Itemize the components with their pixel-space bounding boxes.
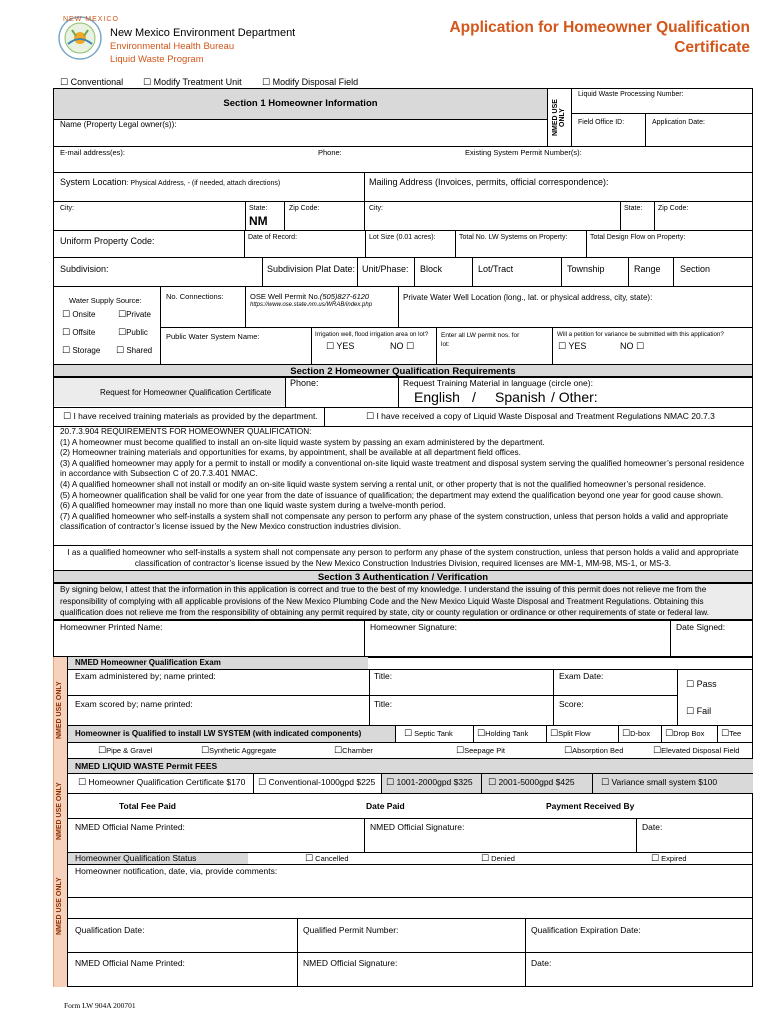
range-label: Range [634,264,661,274]
variance-no-checkbox[interactable]: NO ☐ [620,341,645,352]
organization-block [110,27,295,66]
section2-phone-label: Phone: [290,378,319,388]
date-signed-label: Date Signed: [676,622,726,632]
fee-variance-small-system[interactable]: ☐ Variance small system $100 [601,777,718,788]
option-modify-disposal-field[interactable]: ☐ Modify Disposal Field [262,77,359,88]
existing-permit-label: Existing System Permit Number(s): [465,148,582,157]
water-public-checkbox[interactable]: ☐Public [118,328,148,338]
payment-received-by-label: Payment Received By [546,801,635,811]
field-office-id-label: Field Office ID: [578,119,625,126]
title-line-2: Certificate [674,39,750,56]
section1-title: Section 1 Homeowner Information [54,89,547,119]
total-design-flow-label: Total Design Flow on Property: [590,234,686,241]
variance-question: Will a petition for variance be submitted with this application? [557,331,724,338]
exam-scored-title-label: Title: [374,699,393,709]
nmed-official-signature-label: NMED Official Signature: [370,822,465,832]
component-pipe-gravel[interactable]: ☐Pipe & Gravel [98,746,153,756]
no-connections-label: No. Connections: [166,292,224,301]
section-label: Section [680,264,711,274]
qualification-date-label: Qualification Date: [75,925,145,935]
fee-conventional-1000gpd[interactable]: ☐ Conventional-1000gpd $225 [258,777,376,788]
component-chamber[interactable]: ☐Chamber [334,746,373,756]
water-private-checkbox[interactable]: ☐Private [118,310,151,320]
phone-label: Phone: [318,148,342,157]
title-line-1: Application for Homeowner Qualification [449,19,750,36]
uniform-property-code-label: Uniform Property Code: [60,236,155,246]
component-d-box[interactable]: ☐D-box [622,729,651,739]
city-label: City: [60,205,74,212]
fee-1001-2000gpd[interactable]: ☐ 1001-2000gpd $325 [386,777,473,788]
exam-title: NMED Homeowner Qualification Exam [75,658,221,667]
request-certificate-label: Request for Homeowner Qualification Certificate [100,388,272,397]
water-offsite-checkbox[interactable]: ☐ Offsite [62,328,96,338]
org-program: Liquid Waste Program [110,54,204,65]
training-language-label: Request Training Material in language (circle one): [403,378,593,388]
ose-well-permit-label: OSE Well Permit No.(505)827-6120 [250,292,370,301]
nmed-official-name-label: NMED Official Name Printed: [75,822,185,832]
exam-scored-label: Exam scored by; name printed: [75,699,193,709]
nmed-official-name-2-label: NMED Official Name Printed: [75,958,185,968]
received-copy-checkbox[interactable]: ☐ I have received a copy of Liquid Waste Disposal and Treatment Regulations NMAC 20.7.3 [366,411,715,422]
exam-fail-checkbox[interactable]: ☐ Fail [686,706,712,717]
status-denied-checkbox[interactable]: ☐ Denied [481,854,515,864]
mailing-city-label: City: [369,205,383,212]
water-storage-checkbox[interactable]: ☐ Storage [62,346,101,356]
nmed-official-date-2-label: Date: [531,958,552,968]
water-onsite-checkbox[interactable]: ☐ Onsite [62,310,96,320]
score-label: Score: [559,699,584,709]
language-english[interactable]: English [414,389,460,405]
state-label: State: [249,205,268,212]
qualification-expiration-date-label: Qualification Expiration Date: [531,925,641,935]
application-date-label: Application Date: [652,119,705,126]
qualified-components-label: Homeowner is Qualified to install LW SYSTEM (with indicated components) [75,729,362,738]
component-septic-tank[interactable]: ☐ Septic Tank [404,729,453,739]
exam-admin-title-label: Title: [374,671,393,681]
nmed-official-signature-2-label: NMED Official Signature: [303,958,398,968]
exam-administered-label: Exam administered by; name printed: [75,671,216,681]
fee-2001-5000gpd[interactable]: ☐ 2001-5000gpd $425 [488,777,575,788]
nmed-use-only-vertical-2: NMED USE ONLY [56,782,63,840]
received-training-checkbox[interactable]: ☐ I have received training materials as provided by the department. [63,411,318,422]
component-absorption-bed[interactable]: ☐Absorption Bed [564,746,624,756]
org-bureau: Environmental Health Bureau [110,41,235,52]
component-seepage-pit[interactable]: ☐Seepage Pit [456,746,505,756]
lot-tract-label: Lot/Tract [478,264,514,274]
irrigation-yes-checkbox[interactable]: ☐ YES [326,341,355,352]
component-elevated-disposal-field[interactable]: ☐Elevated Disposal Field [653,746,740,756]
component-holding-tank[interactable]: ☐Holding Tank [477,729,529,739]
subdivision-plat-date-label: Subdivision Plat Date: [267,264,356,274]
nmed-official-date-label: Date: [642,822,663,832]
nmed-use-only-vertical-1: NMED USE ONLY [56,681,63,739]
qualification-status-label: Homeowner Qualification Status [75,853,197,863]
mailing-state-label: State: [624,205,643,212]
name-label: Name (Property Legal owner(s)): [60,120,177,129]
exam-pass-checkbox[interactable]: ☐ Pass [686,679,717,690]
enter-lw-permit-label: Enter all LW permit nos. for lot: [441,332,520,348]
lot-size-label: Lot Size (0.01 acres): [369,234,436,241]
homeowner-signature-label: Homeowner Signature: [370,622,457,632]
variance-yes-checkbox[interactable]: ☐ YES [558,341,587,352]
total-fee-paid-label: Total Fee Paid [119,801,176,811]
total-lw-systems-label: Total No. LW Systems on Property: [459,234,568,241]
language-separator: / [472,389,476,405]
qualified-homeowner-attest: I as a qualified homeowner who self-installs a system shall not compensate any person to perform any phase of the system construction, unless that person holds a valid and appropriate classification of contractor’s license issued by the New Mexico Construction Industries Division, required licenses are MM-1, MM-98, MS-1, or MS-3. [67,548,739,568]
logo-text: NEW MEXICO [63,16,119,23]
water-supply-source-label: Water Supply Source: [69,296,142,305]
component-synthetic-aggregate[interactable]: ☐Synthetic Aggregate [201,746,277,756]
component-drop-box[interactable]: ☐Drop Box [665,729,705,739]
org-department: New Mexico Environment Department [110,27,296,39]
section2-title: Section 2 Homeowner Qualification Requirements [53,364,753,377]
zip-label: Zip Code: [289,205,320,212]
ose-url[interactable]: https://www.ose.state.nm.us/WRAB/index.php [250,302,373,308]
status-cancelled-checkbox[interactable]: ☐ Cancelled [305,854,349,864]
requirements-text: 20.7.3.904 REQUIREMENTS FOR HOMEOWNER QUALIFICATION: (1) A homeowner must become qualified to install an on-site liquid waste system by passing an exam administered by the department. (2) Homeowner training materials and opportunities for exams, by appointment, shall be available at all department field offices. (3) A qualified homeowner may apply for a permit to install or modify a conventional on-site liquid waste treatment and disposal system serving the qualified homeowner’s personal residence in accordance with Subsection C of 20.7.3.401 NMAC. (4) A qualified homeowner shall not install or modify an on-site liquid waste system serving a rental unit, or other property that is not the qualified homeowner’s personal residence. (5) A homeowner qualification shall be valid for one year from the date of issuance of qualification; the department may extend the qualification beyond one year for good cause shown. (6) A qualified homeowner may install no more than one liquid waste system during a twelve-month period. (7) A qualified homeowner who self-installs a system shall not compensate any person to perform any phase of the system construction, unless that person holds a valid and appropriate classification of contractor’s license issued by the New Mexico construction industries division. [60,427,745,532]
exam-date-label: Exam Date: [559,671,604,681]
state-value: NM [249,214,268,228]
mailing-address-label: Mailing Address (Invoices, permits, official correspondence): [369,177,609,187]
component-tee[interactable]: ☐Tee [721,729,742,739]
fees-title: NMED LIQUID WASTE Permit FEES [75,761,218,771]
nmed-use-only-vertical-3: NMED USE ONLY [56,877,63,935]
irrigation-no-checkbox[interactable]: NO ☐ [390,341,415,352]
language-spanish[interactable]: Spanish [495,389,546,405]
mailing-zip-label: Zip Code: [658,205,689,212]
lw-processing-number-label: Liquid Waste Processing Number: [578,91,684,98]
qualified-permit-number-label: Qualified Permit Number: [303,925,399,935]
fee-qualification-certificate[interactable]: ☐ Homeowner Qualification Certificate $170 [78,777,246,788]
language-other[interactable]: / Other: [551,389,598,405]
private-well-location-label: Private Water Well Location (long., lat. or physical address, city, state): [403,293,653,302]
nmed-use-only-label: NMED USE ONLY [552,99,566,137]
homeowner-printed-name-label: Homeowner Printed Name: [60,622,163,632]
status-expired-checkbox[interactable]: ☐ Expired [651,854,687,864]
email-label: E-mail address(es): [60,148,126,157]
component-split-flow[interactable]: ☐Split Flow [550,729,591,739]
option-conventional[interactable]: ☐ Conventional [60,77,124,88]
section3-title: Section 3 Authentication / Verification [53,570,753,583]
notification-comments-label: Homeowner notification, date, via, provide comments: [75,866,278,876]
irrigation-question: Irrigation well, flood irrigation area on lot? [315,331,429,338]
option-modify-treatment-unit[interactable]: ☐ Modify Treatment Unit [143,77,242,88]
township-label: Township [567,264,605,274]
form-id: Form LW 904A 200701 [64,1001,136,1010]
attestation-statement: By signing below, I attest that the information in this application is correct and true to the best of my knowledge. I understand the issuing of this permit does not relieve me from the responsibility of complying with all applicable provisions of the New Mexico Plumbing Code and the New Mexico Liquid Waste Disposal and Treatment Regulations. Obtaining this qualification does not relieve me from the responsibility of obtaining any permit required by state, city or county regulation or ordinance or other requirements of state or federal law. [60,585,709,617]
page-title [390,18,750,58]
public-water-system-label: Public Water System Name: [166,332,260,341]
block-label: Block [420,264,443,274]
date-paid-label: Date Paid [366,801,405,811]
unit-phase-label: Unit/Phase: [362,264,409,274]
subdivision-label: Subdivision: [60,264,109,274]
water-shared-checkbox[interactable]: ☐ Shared [116,346,153,356]
date-of-record-label: Date of Record: [248,234,298,241]
system-location-label: System Location: Physical Address, - (if needed, attach directions) [60,177,281,187]
